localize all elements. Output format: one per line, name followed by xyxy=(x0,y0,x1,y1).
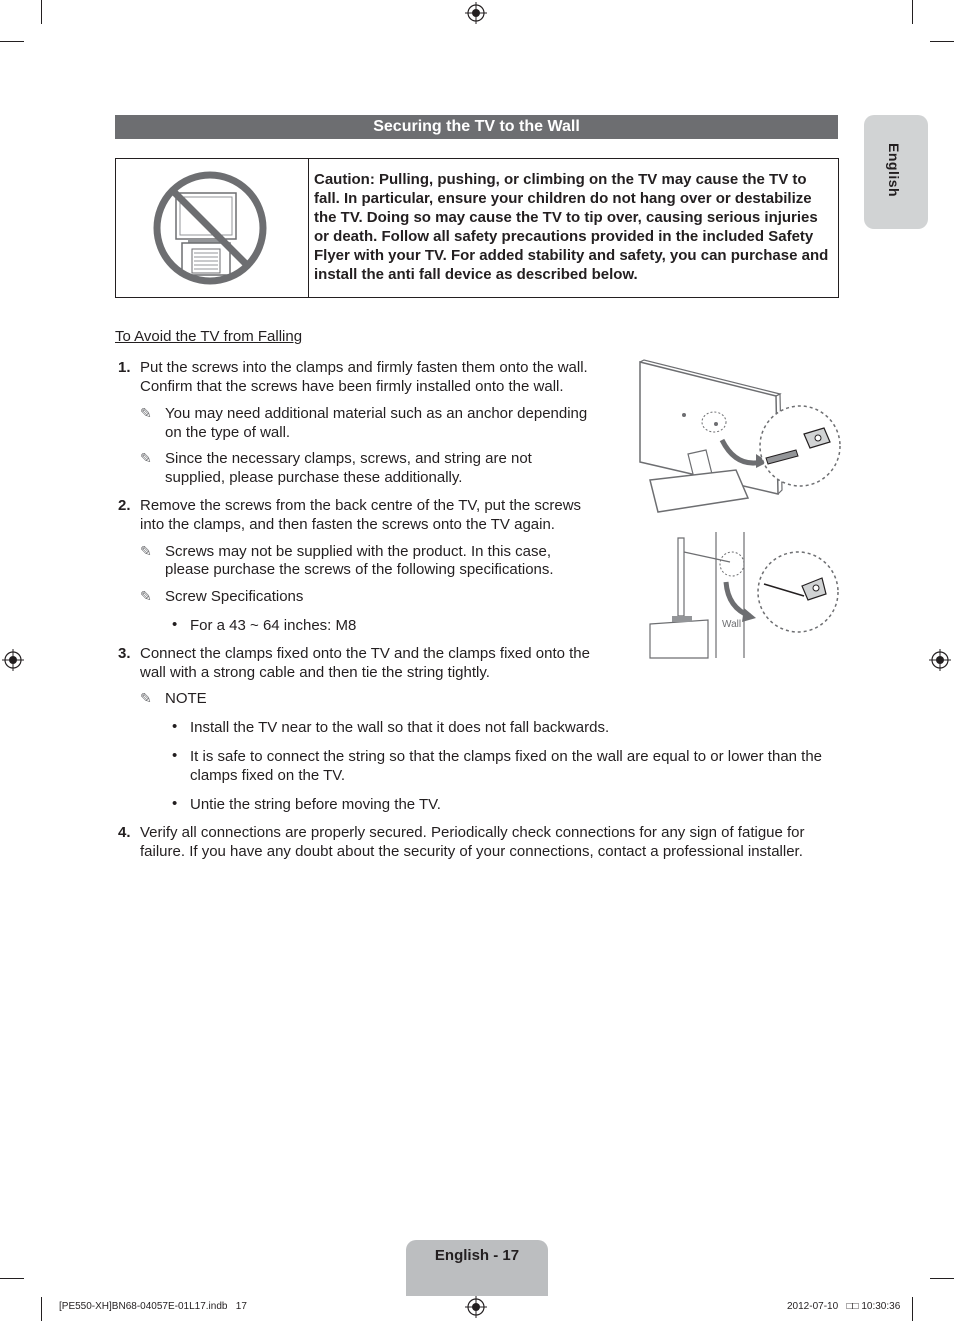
page-number: English - 17 xyxy=(406,1240,548,1296)
pencil-note-icon: ✎ xyxy=(140,690,152,706)
note-text-line: Since the necessary clamps, screws, and string are not xyxy=(165,450,532,467)
step-text-line: into the clamps, and then fasten the screws onto the TV again. xyxy=(140,516,555,533)
step-number: 2. xyxy=(118,497,131,514)
bullet-text: Untie the string before moving the TV. xyxy=(190,796,441,813)
note-text-line: You may need additional material such as an anchor depending xyxy=(165,405,588,422)
registration-mark-icon xyxy=(465,1296,487,1318)
step-number: 1. xyxy=(118,359,131,376)
pencil-note-icon: ✎ xyxy=(140,450,152,466)
note-label: NOTE xyxy=(165,690,207,707)
registration-mark-icon xyxy=(2,649,24,671)
caution-box-divider xyxy=(308,159,309,297)
wall-label: Wall xyxy=(722,619,742,630)
bullet-text: Install the TV near to the wall so that it does not fall backwards. xyxy=(190,719,610,736)
pencil-note-icon: ✎ xyxy=(140,588,152,604)
crop-mark xyxy=(0,1278,24,1279)
subheading: To Avoid the TV from Falling xyxy=(115,328,303,345)
note-text-line: please purchase the screws of the following specifications. xyxy=(165,561,554,578)
note-text-line: on the type of wall. xyxy=(165,424,291,441)
step-text-line: wall with a strong cable and then tie the string tightly. xyxy=(140,664,490,681)
bullet-dot: • xyxy=(172,795,178,812)
crop-mark xyxy=(912,1297,913,1321)
section-title: Securing the TV to the Wall xyxy=(115,115,838,139)
bullet-dot: • xyxy=(172,616,178,633)
footer-file-info: [PE550-XH]BN68-04057E-01L17.indb 17 xyxy=(59,1301,247,1312)
registration-mark-icon xyxy=(465,2,487,24)
crop-mark xyxy=(41,0,42,24)
no-climbing-tv-icon xyxy=(150,169,270,287)
registration-mark-icon xyxy=(929,649,951,671)
language-side-tab xyxy=(864,115,928,229)
step-number: 4. xyxy=(118,824,131,841)
step-text-line: Verify all connections are properly secured. Periodically check connections for any sign of fatigue for xyxy=(140,824,805,841)
language-side-tab-label: English xyxy=(886,143,902,198)
step-text-line: failure. If you have any doubt about the security of your connections, contact a professional installer. xyxy=(140,843,803,860)
step-text-line: Connect the clamps fixed onto the TV and the clamps fixed onto the xyxy=(140,645,590,662)
note-text-line: Screw Specifications xyxy=(165,588,304,605)
footer-timestamp: 2012-07-10 □□ 10:30:36 xyxy=(787,1301,901,1312)
caution-box xyxy=(115,158,839,298)
wall-side-view-illustration xyxy=(646,532,842,660)
pencil-note-icon: ✎ xyxy=(140,543,152,559)
bullet-text: It is safe to connect the string so that the clamps fixed on the wall are equal to or lower than the xyxy=(190,748,823,765)
caution-text: Caution: Pulling, pushing, or climbing on the TV may cause the TV to fall. In particular, ensure your children do not hang over or destabilize the TV. Doing so may cause the TV to tip over, causing serious injuries or death. Follow all safety precautions provided in the included Safety Flyer with your TV. For added stability and safety, you can purchase and install the anti fall device as described below. xyxy=(314,171,829,283)
bullet-dot: • xyxy=(172,718,178,735)
step-number: 3. xyxy=(118,645,131,662)
crop-mark xyxy=(41,1297,42,1321)
crop-mark xyxy=(930,1278,954,1279)
crop-mark xyxy=(930,41,954,42)
step-text-line: Put the screws into the clamps and firmly fasten them onto the wall. xyxy=(140,359,588,376)
note-text-line: Screws may not be supplied with the product. In this case, xyxy=(165,543,552,560)
crop-mark xyxy=(912,0,913,24)
bullet-dot: • xyxy=(172,747,178,764)
note-text-line: supplied, please purchase these additionally. xyxy=(165,469,463,486)
bullet-text: For a 43 ~ 64 inches: M8 xyxy=(190,617,357,634)
step-text-line: Remove the screws from the back centre of the TV, put the screws xyxy=(140,497,582,514)
step-text-line: Confirm that the screws have been firmly installed onto the wall. xyxy=(140,378,564,395)
tv-clamp-illustration xyxy=(636,358,842,518)
bullet-text: clamps fixed on the TV. xyxy=(190,767,346,784)
crop-mark xyxy=(0,41,24,42)
pencil-note-icon: ✎ xyxy=(140,405,152,421)
